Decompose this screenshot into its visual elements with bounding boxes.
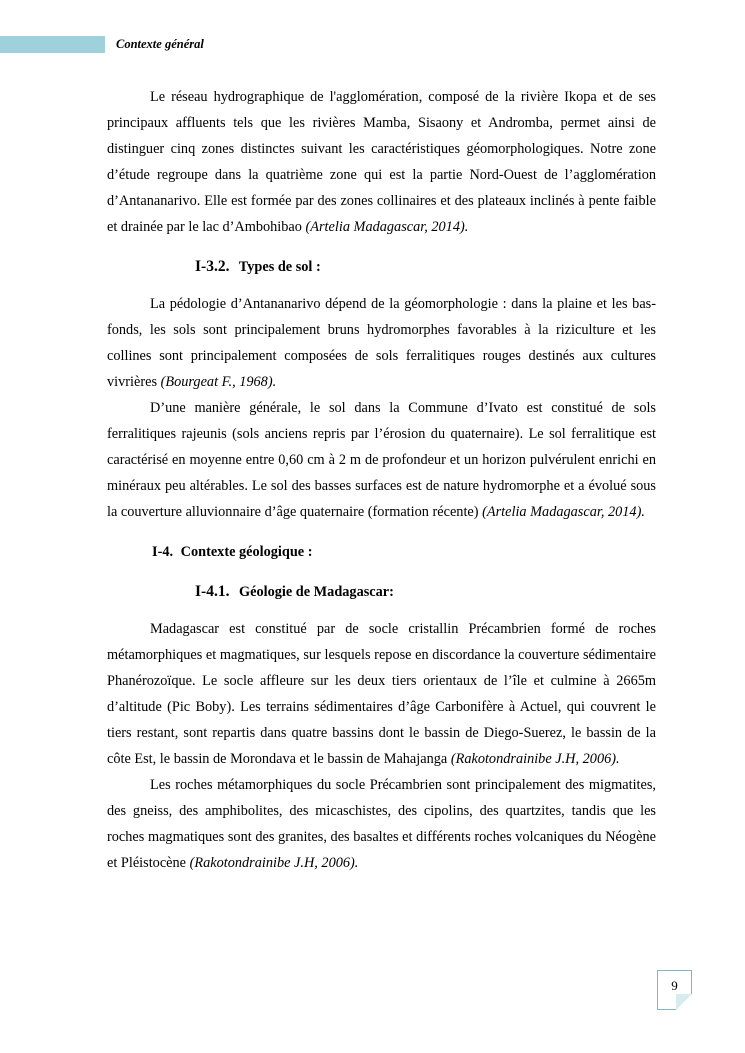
citation: (Artelia Madagascar, 2014). bbox=[305, 219, 469, 235]
heading-number: I-4.1. bbox=[195, 583, 230, 600]
paragraph-text: Le réseau hydrographique de l'agglomération, composé de la rivière Ikopa et de ses principaux affluents tels que les rivières Mamba, Sisaony et Andromba, permet ainsi de distinguer cinq zones distinctes suivant les caractéristiques géomorphologiques. Notre zone d’étude regroupe dans la quatrième zone qui est la partie Nord-Ouest de l’agglomération d’Antananarivo. Elle est formée par des zones collinaires et des plateaux inclinés à pente faible et drainée par le lac d’Ambohibao bbox=[107, 89, 656, 235]
heading-number: I-4. bbox=[152, 544, 174, 560]
heading-contexte-geologique bbox=[152, 539, 656, 565]
citation: (Artelia Madagascar, 2014). bbox=[482, 504, 645, 520]
page-number-box bbox=[657, 970, 692, 1010]
heading-title: Types de sol : bbox=[238, 259, 321, 275]
paragraph-text: Madagascar est constitué par de socle cristallin Précambrien formé de roches métamorphiques et magmatiques, sur lesquels repose en discordance la couverture sédimentaire Phanérozoïque. Le socle affleure sur les deux tiers orientaux de l’île et culmine à 2665m d’altitude (Pic Boby). Les terrains sédimentaires d’âge Carbonifère à Actuel, qui couvrent le tiers restant, sont repartis dans quatre bassins dont le bassin de Diego-Suerez, le bassin de la côte Est, le bassin de Morondava et le bassin de Mahajanga bbox=[107, 621, 656, 767]
paragraph-text: Les roches métamorphiques du socle Précambrien sont principalement des migmatites, des gneiss, des amphibolites, des micaschistes, des cipolins, des quartzites, tandis que les roches magmatiques sont des granites, des basaltes et différents roches volcaniques du Néogène et Pléistocène bbox=[107, 777, 656, 871]
heading-types-de-sol bbox=[195, 254, 656, 280]
citation: (Rakotondrainibe J.H, 2006). bbox=[189, 855, 359, 871]
heading-title: Contexte géologique : bbox=[180, 544, 313, 560]
paragraph-ivato-soil bbox=[107, 395, 656, 525]
citation: (Rakotondrainibe J.H, 2006). bbox=[450, 751, 620, 767]
paragraph-metamorphic-rocks bbox=[107, 772, 656, 876]
header-bar bbox=[0, 36, 105, 53]
paragraph-hydrography bbox=[107, 84, 656, 240]
heading-geologie-madagascar bbox=[195, 579, 656, 605]
paragraph-pedology bbox=[107, 291, 656, 395]
paragraph-text: La pédologie d’Antananarivo dépend de la géomorphologie : dans la plaine et les bas-fonds, les sols sont principalement bruns hydromorphes favorables à la riziculture et les collines sont principalement composées de sols ferralitiques rouges destinés aux cultures vivrières bbox=[107, 296, 656, 390]
heading-title: Géologie de Madagascar: bbox=[239, 584, 394, 600]
page-content bbox=[107, 84, 656, 876]
page-number: 9 bbox=[671, 978, 678, 993]
heading-number: I-3.2. bbox=[195, 258, 230, 275]
running-header-title: Contexte général bbox=[116, 37, 204, 51]
paragraph-text: D’une manière générale, le sol dans la Commune d’Ivato est constitué de sols ferralitiques rajeunis (sols anciens repris par l’érosion du quaternaire). Le sol ferralitique est caractérisé en moyenne entre 0,60 cm à 2 m de profondeur et un horizon pulvérulent enrichi en minéraux peu altérables. Le sol des basses surfaces est de nature hydromorphe et a évolué sous la couverture alluvionnaire d’âge quaternaire (formation récente) bbox=[107, 400, 656, 520]
paragraph-madagascar-geology bbox=[107, 616, 656, 772]
citation: (Bourgeat F., 1968). bbox=[160, 374, 277, 390]
